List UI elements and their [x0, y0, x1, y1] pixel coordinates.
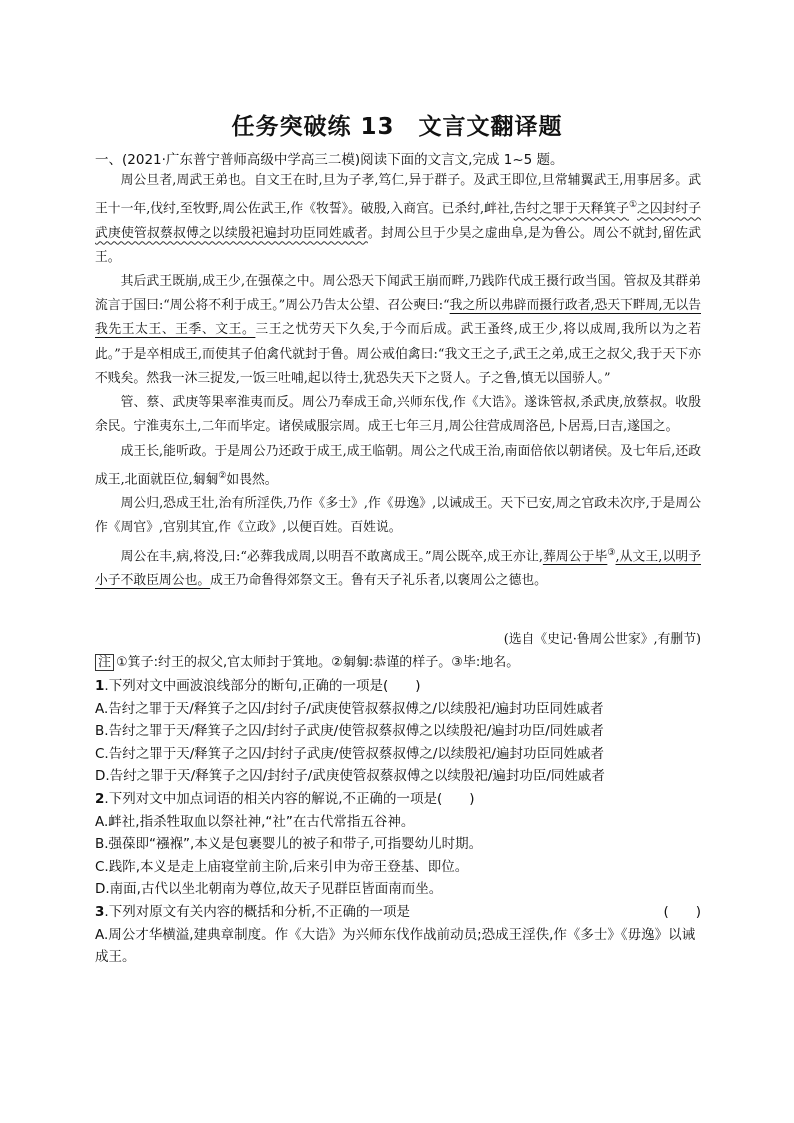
footnotes	[95, 652, 715, 673]
underlined-sentence: 我之所以弗辟而摄行政者,恐天下畔周,无以告我先王太王、王季、文王。	[95, 298, 701, 338]
passage-text: 成王长,能听政。于是周公乃还政于成王,成王临朝。周公之代成王治,南面倍依以朝诸侯。及七年后,还政成王,北面就臣位,匔匔	[95, 443, 701, 487]
question-2-option-c[interactable]: C.践阼,本义是走上庙寝堂前主阶,后来引申为帝王登基、即位。	[95, 858, 469, 875]
question-3-option-a[interactable]: A.周公才华横溢,建典章制度。作《大诰》为兴师东伐作战前动员;恐成王淫佚,作《多士》《毋逸》以诫成王。	[95, 926, 696, 966]
question-1-option-c[interactable]: C.告纣之罪于天/释箕子之囚/封纣子武庚/使管叔蔡叔傅之/以续殷祀/遍封功臣同姓戚者	[95, 745, 604, 762]
passage-text: 。封周公旦于少昊之虚曲阜,是为鲁公。周公不就封,留佐武王。	[95, 225, 702, 265]
notes-label: 注	[95, 654, 114, 671]
question-2-option-a[interactable]: A.衅社,指杀牲取血以祭社神,“社”在古代常指五谷神。	[95, 813, 415, 830]
notes-text: ①箕子:纣王的叔父,官太师封于箕地。②匔匔:恭谨的样子。③毕:地名。	[116, 655, 520, 670]
passage-paragraph-1	[95, 169, 701, 270]
passage-paragraph-2	[95, 270, 701, 391]
passage-paragraph-6	[95, 541, 701, 594]
passage-text: 成王乃命鲁得郊祭文王。鲁有天子礼乐者,以褒周公之德也。	[210, 573, 547, 589]
passage-paragraph-4	[95, 440, 701, 493]
underlined-sentence: 葬周公于毕	[542, 548, 608, 564]
wavy-underlined-text: 告纣之罪于天释箕子	[513, 201, 629, 217]
question-1-stem	[95, 675, 701, 698]
section-intro: 一、(2021·广东普宁普师高级中学高三二模)阅读下面的文言文,完成 1~5 题。	[95, 152, 564, 168]
passage-text: 三王之忧劳天下久矣,于今而后成。武王蚤终,成王少,将以成周,我所以为之若此。”于是卒相成王,而使其子伯禽代就封于鲁。周公戒伯禽曰:“我文王之子,武王之弟,成王之叔父,我于天下亦不贱矣。然我一沐三捉发,一饭三吐哺,起以待士,犹恐失天下之贤人。子之鲁,慎无以国骄人。”	[95, 322, 701, 386]
question-number: 3	[95, 903, 105, 920]
question-list	[95, 675, 701, 969]
question-text: .下列对原文有关内容的概括和分析,不正确的一项是	[104, 903, 410, 920]
question-1-option-b[interactable]: B.告纣之罪于天/释箕子之囚/封纣子武庚/使管叔蔡叔傅之以续殷祀/遍封功臣/同姓戚者	[95, 723, 604, 740]
page-title: 任务突破练 13 文言文翻译题	[231, 114, 563, 140]
footnote-marker: ②	[218, 470, 227, 481]
question-2-stem	[95, 788, 701, 811]
passage-text: 其后武王既崩,成王少,在强葆之中。周公恐天下闻武王崩而畔,乃践阼代成王摄行政当国。管叔及其群弟流言于国曰:“周公将不利于成王。”周公乃告太公望、召公奭曰:“	[95, 274, 701, 314]
footnote-marker: ③	[607, 547, 616, 558]
passage-text: 如畏然。	[226, 471, 278, 487]
classical-passage	[95, 169, 701, 593]
passage-paragraph-3: 管、蔡、武庚等果率淮夷而反。周公乃奉成王命,兴师东伐,作《大诰》。遂诛管叔,杀武庚,放蔡叔。收殷余民。宁淮夷东土,二年而毕定。诸侯咸服宗周。成王七年三月,周公往营成周洛邑,卜居焉,曰吉,遂国之。	[95, 395, 701, 435]
question-2-option-d[interactable]: D.南面,古代以坐北朝南为尊位,故天子见群臣皆面南而坐。	[95, 881, 443, 898]
answer-bracket: ( )	[663, 903, 701, 920]
question-text: .下列对文中加点词语的相关内容的解说,不正确的一项是( )	[104, 790, 475, 807]
question-2-option-b[interactable]: B.强葆即“襁褓”,本义是包裹婴儿的被子和带子,可指婴幼儿时期。	[95, 836, 483, 853]
passage-text: 周公旦者,周武王弟也。自文王在时,旦为子孝,笃仁,异于群子。及武王即位,旦常辅翼武王,用事居多。武王十一年,伐纣,至牧野,周公佐武王,作《牧誓》。破殷,入商宫。已杀纣,衅社,	[95, 173, 701, 217]
footnote-marker: ①	[628, 200, 638, 211]
question-text: .下列对文中画波浪线部分的断句,正确的一项是( )	[104, 678, 421, 694]
wavy-underlined-text: 之囚封纣子武庚使管叔蔡叔傅之以续殷祀遍封功臣同姓戚者	[95, 201, 702, 241]
passage-text: 周公在丰,病,将没,曰:“必葬我成周,以明吾不敢离成王。”周公既卒,成王亦让,	[120, 548, 543, 564]
question-1-option-a[interactable]: A.告纣之罪于天/释箕子之囚/封纣子/武庚使管叔蔡叔傅之/以续殷祀/遍封功臣同姓戚者	[95, 700, 604, 717]
question-number: 1	[95, 678, 105, 694]
question-number: 2	[95, 790, 105, 807]
question-1-option-d[interactable]: D.告纣之罪于天/释箕子之囚/封纣子/武庚使管叔蔡叔傅之以续殷祀/遍封功臣/同姓戚者	[95, 768, 605, 785]
source-citation: (选自《史记·鲁周公世家》,有删节)	[503, 632, 701, 647]
passage-paragraph-5: 周公归,恐成王壮,治有所淫佚,乃作《多士》,作《毋逸》,以诫成王。天下已安,周之官政未次序,于是周公作《周官》,官别其宜,作《立政》,以便百姓。百姓说。	[95, 496, 701, 536]
question-3-stem	[95, 901, 701, 924]
underlined-sentence: ,从文王,以明予小子不敢臣周公也。	[95, 548, 701, 589]
